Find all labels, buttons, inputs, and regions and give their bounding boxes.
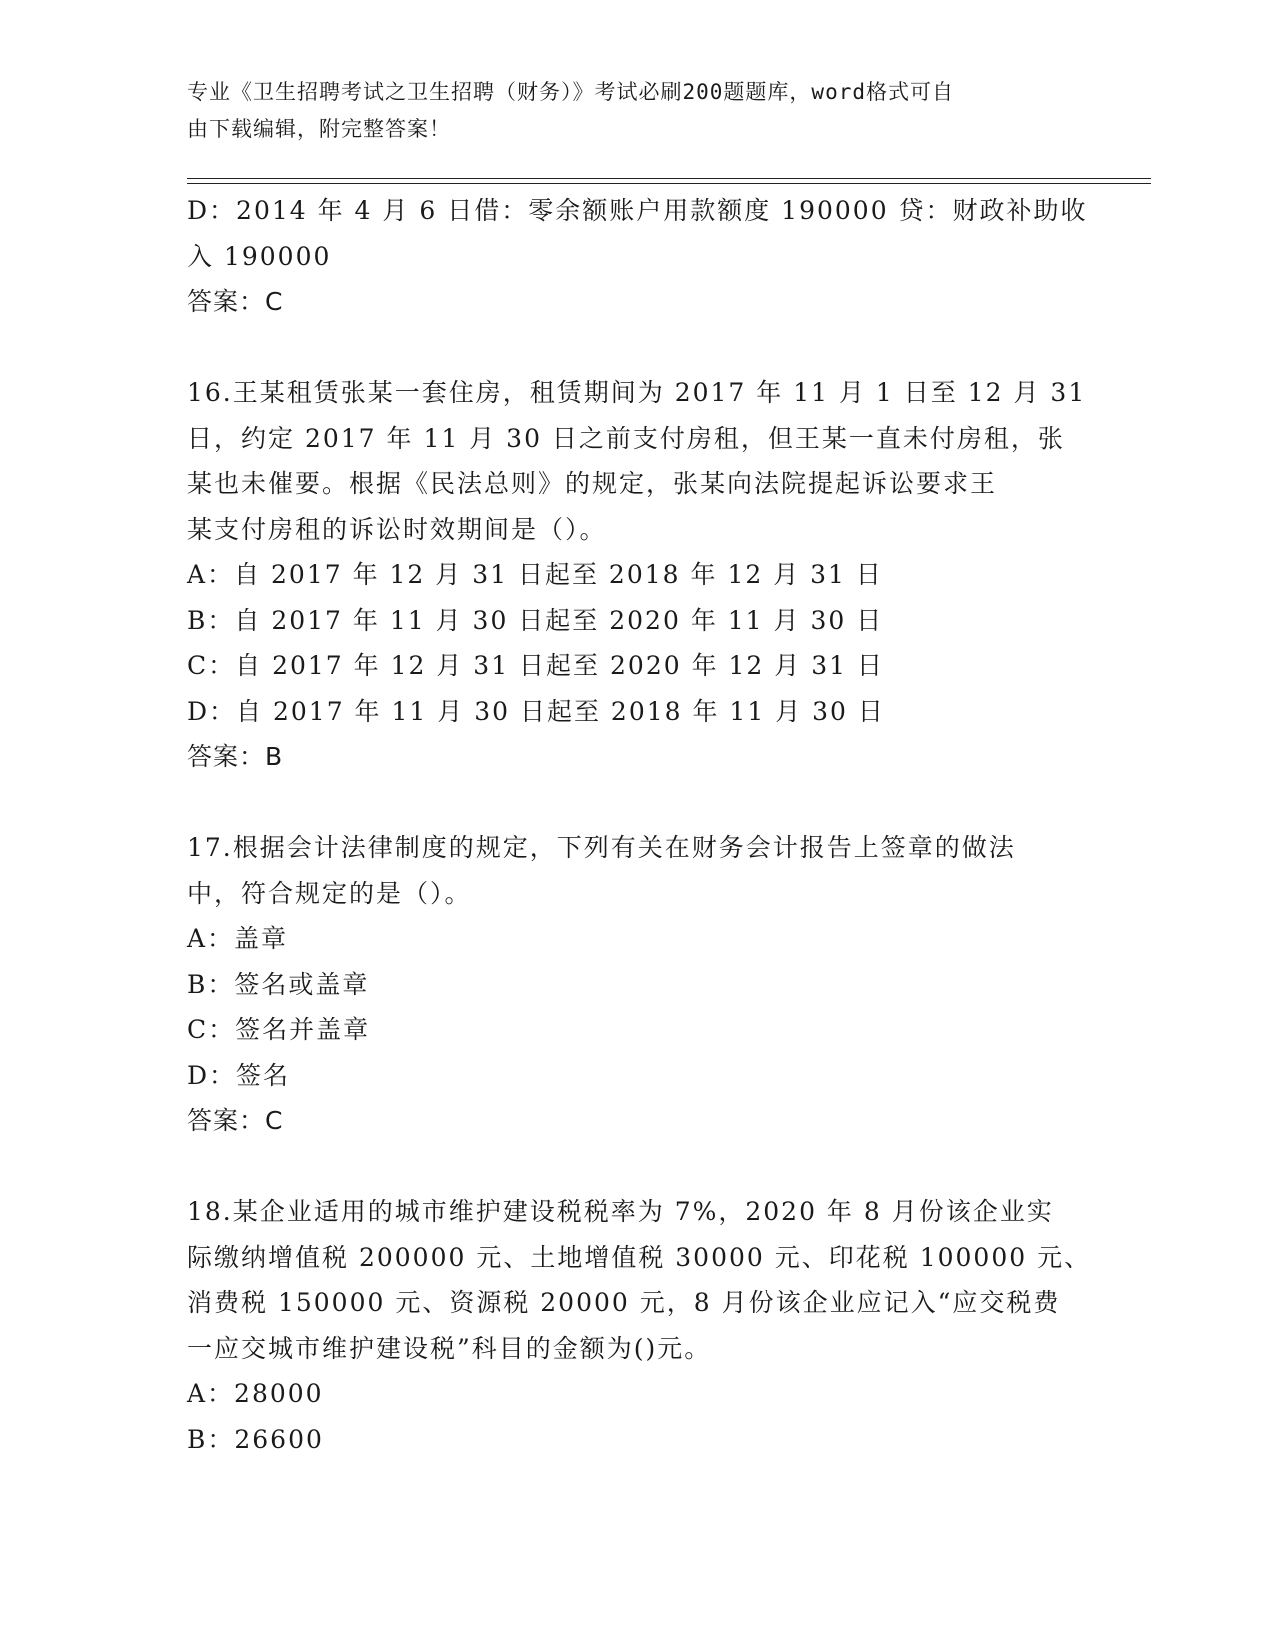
document-body	[187, 188, 1092, 1462]
question-stem-line: 一应交城市维护建设税”科目的金额为()元。	[187, 1333, 712, 1363]
question-17	[187, 825, 1087, 1144]
option-c: C：签名并盖章	[187, 1015, 371, 1044]
header-divider-top	[187, 178, 1151, 179]
option-d: D：2014 年 4 月 6 日借：零余额账户用款额度 190000 贷：财政补助收	[187, 196, 1088, 225]
answer: 答案：B	[187, 742, 284, 771]
question-18	[187, 1189, 1092, 1462]
question-stem-line: 某也未催要。根据《民法总则》的规定，张某向法院提起诉讼要求王	[187, 469, 998, 498]
question-stem-line: 18.某企业适用的城市维护建设税税率为 7%，2020 年 8 月份该企业实	[187, 1197, 1054, 1226]
spacer	[187, 1144, 1087, 1190]
spacer	[187, 325, 1087, 371]
header-line-1: 专业《卫生招聘考试之卫生招聘（财务）》考试必刷200题题库，word格式可自	[187, 80, 954, 104]
option-d-continued: 入 190000	[187, 241, 332, 271]
question-stem-line: 17.根据会计法律制度的规定，下列有关在财务会计报告上签章的做法	[187, 833, 1016, 862]
spacer	[187, 780, 1087, 826]
option-c: C：自 2017 年 12 月 31 日起至 2020 年 12 月 31 日	[187, 651, 884, 680]
option-b: B：签名或盖章	[187, 969, 370, 999]
header-divider-bottom	[187, 183, 1151, 184]
answer: 答案：C	[187, 1106, 284, 1135]
question-16	[187, 370, 1087, 780]
option-d: D：自 2017 年 11 月 30 日起至 2018 年 11 月 30 日	[187, 696, 885, 726]
document-header	[187, 74, 1067, 148]
question-stem-line: 消费税 150000 元、资源税 20000 元，8 月份该企业应记入“应交税费	[187, 1288, 1061, 1317]
option-a: A：自 2017 年 12 月 31 日起至 2018 年 12 月 31 日	[187, 560, 883, 589]
option-b: B：26600	[187, 1424, 324, 1454]
header-line-2: 由下载编辑，附完整答案！	[187, 117, 451, 141]
question-stem-line: 际缴纳增值税 200000 元、土地增值税 30000 元、印花税 100000 元、	[187, 1242, 1092, 1272]
answer: 答案：C	[187, 287, 284, 316]
question-stem-line: 某支付房租的诉讼时效期间是（）。	[187, 514, 607, 544]
option-a: A：盖章	[187, 924, 289, 953]
option-d: D：签名	[187, 1060, 291, 1090]
question-stem-line: 16.王某租赁张某一套住房，租赁期间为 2017 年 11 月 1 日至 12 月 31	[187, 378, 1087, 407]
option-a: A：28000	[187, 1379, 324, 1408]
option-b: B：自 2017 年 11 月 30 日起至 2020 年 11 月 30 日	[187, 605, 884, 635]
question-stem-line: 日，约定 2017 年 11 月 30 日之前支付房租，但王某一直未付房租，张	[187, 423, 1065, 453]
previous-question-tail	[187, 188, 1087, 325]
question-stem-line: 中，符合规定的是（）。	[187, 878, 472, 908]
